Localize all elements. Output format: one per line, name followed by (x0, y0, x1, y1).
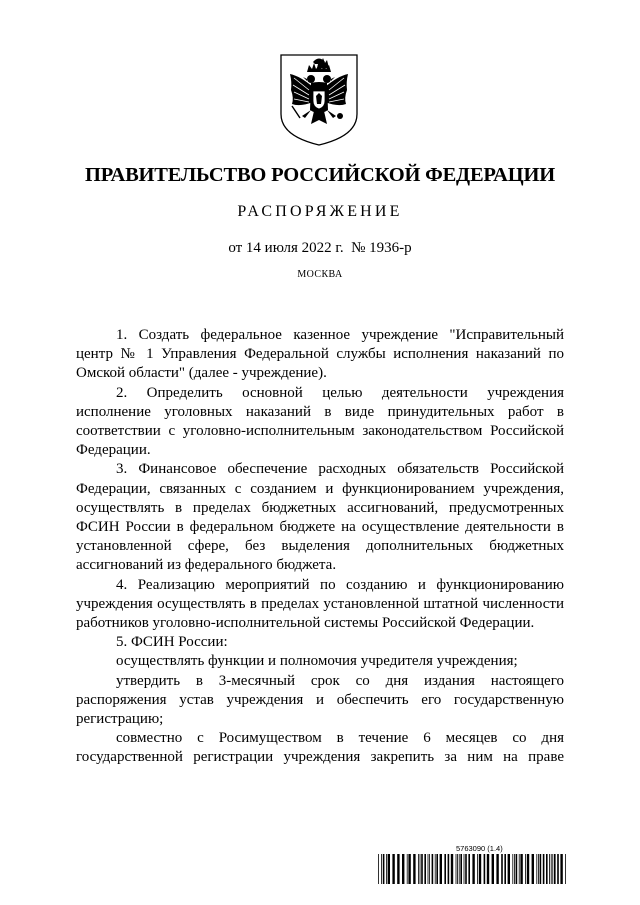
document-type: РАСПОРЯЖЕНИЕ (237, 203, 403, 220)
paragraph: 5. ФСИН России: (116, 634, 228, 651)
paragraph: 2. Определить основной целью деятельности учреждения исполнение уголовных наказаний в виде принудительных работ в соответствии с уголовно-исполнительным законодательством Российской Федерации. (76, 384, 564, 459)
paragraph: 4. Реализацию мероприятий по созданию и функционированию учреждения осуществлять в пределах установленной штатной численности работников уголовно-исполнительной системы Российской Федерации. (76, 576, 564, 632)
document-number: № 1936-р (351, 240, 412, 256)
paragraph: осуществлять функции и полномочия учредителя учреждения; (116, 653, 518, 670)
paragraph: 1. Создать федеральное казенное учреждение "Исправительный центр № 1 Управления Федеральной службы исполнения наказаний по Омской области" (далее - учреждение). (76, 327, 564, 382)
document-date-line (0, 240, 640, 257)
barcode-number: 5763090 (1.4) (456, 844, 503, 853)
document-city: МОСКВА (297, 269, 343, 280)
barcode-icon (378, 854, 568, 884)
organization-title: ПРАВИТЕЛЬСТВО РОССИЙСКОЙ ФЕДЕРАЦИИ (85, 164, 555, 186)
document-body (76, 326, 564, 768)
document-date: от 14 июля 2022 г. (228, 240, 344, 256)
paragraph: совместно с Росимуществом в течение 6 месяцев со дня государственной регистрации учреждения закрепить за ним на праве (76, 730, 564, 766)
paragraph: 3. Финансовое обеспечение расходных обязательств Российской Федерации, связанных с созданием и функционированием учреждения, осуществлять в пределах бюджетных ассигнований, предусмотренных ФСИН России в федеральном бюджете на осуществление деятельности в установленной сфере, без выделения дополнительных бюджетных ассигнований из федерального бюджета. (76, 461, 564, 574)
coat-of-arms-emblem (278, 52, 360, 148)
paragraph: утвердить в 3-месячный срок со дня издания настоящего распоряжения устав учреждения и обеспечить его государственную регистрацию; (76, 672, 564, 728)
